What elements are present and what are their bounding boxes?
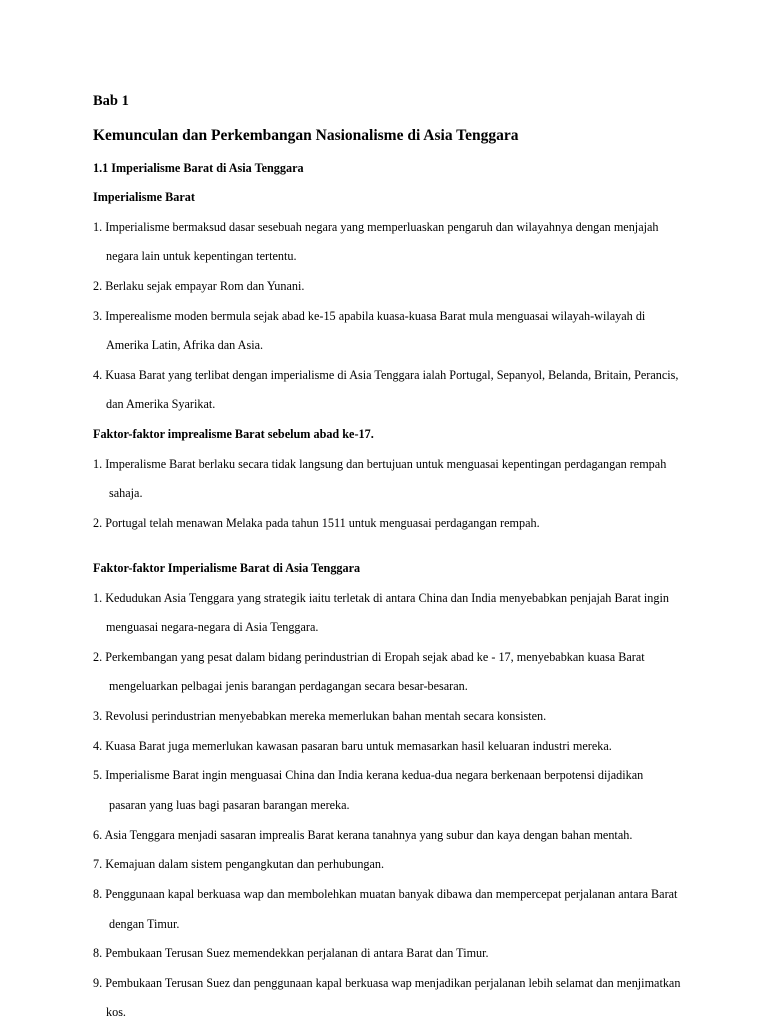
list-item: 5. Imperialisme Barat ingin menguasai China dan India kerana kedua-dua negara berkenaan berpotensi dijadikan bbox=[93, 768, 644, 782]
list-item: 3. Imperealisme moden bermula sejak abad ke-15 apabila kuasa-kuasa Barat mula menguasai wilayah-wilayah di bbox=[93, 309, 646, 323]
list-item: 6. Asia Tenggara menjadi sasaran imprealis Barat kerana tanahnya yang subur dan kaya dengan bahan mentah. bbox=[93, 828, 633, 842]
list-item: 4. Kuasa Barat juga memerlukan kawasan pasaran baru untuk memasarkan hasil keluaran industri mereka. bbox=[93, 739, 612, 753]
list-item: 2. Berlaku sejak empayar Rom dan Yunani. bbox=[93, 279, 305, 293]
list-item-continuation: negara lain untuk kepentingan tertentu. bbox=[106, 249, 297, 263]
list-item: 8. Pembukaan Terusan Suez memendekkan perjalanan di antara Barat dan Timur. bbox=[93, 946, 489, 960]
list-item: 2. Portugal telah menawan Melaka pada tahun 1511 untuk menguasai perdagangan rempah. bbox=[93, 516, 540, 530]
list-item: 9. Pembukaan Terusan Suez dan penggunaan kapal berkuasa wap menjadikan perjalanan lebih selamat dan menjimatkan bbox=[93, 976, 681, 990]
list-item-continuation: dan Amerika Syarikat. bbox=[106, 397, 216, 411]
list-item-continuation: sahaja. bbox=[109, 486, 143, 500]
list-item-continuation: menguasai negara-negara di Asia Tenggara. bbox=[106, 620, 319, 634]
list-item: 1. Imperialisme bermaksud dasar sesebuah negara yang memperluaskan pengaruh dan wilayahnya dengan menjajah bbox=[93, 220, 659, 234]
list-item-continuation: Amerika Latin, Afrika dan Asia. bbox=[106, 338, 264, 352]
list-item-continuation: mengeluarkan pelbagai jenis barangan perdagangan secara besar-besaran. bbox=[109, 679, 468, 693]
list-item: 3. Revolusi perindustrian menyebabkan mereka memerlukan bahan mentah secara konsisten. bbox=[93, 709, 547, 723]
list-item-continuation: pasaran yang luas bagi pasaran barangan mereka. bbox=[109, 798, 350, 812]
list-item: 2. Perkembangan yang pesat dalam bidang perindustrian di Eropah sejak abad ke - 17, menyebabkan kuasa Barat bbox=[93, 650, 645, 664]
list-item: 7. Kemajuan dalam sistem pengangkutan dan perhubungan. bbox=[93, 857, 385, 871]
section-heading: 1.1 Imperialisme Barat di Asia Tenggara bbox=[93, 161, 304, 175]
chapter-title: Kemunculan dan Perkembangan Nasionalisme di Asia Tenggara bbox=[93, 127, 519, 144]
list-item-continuation: dengan Timur. bbox=[109, 917, 180, 931]
list-item: 4. Kuasa Barat yang terlibat dengan imperialisme di Asia Tenggara ialah Portugal, Sepanyol, Belanda, Britain, Perancis, bbox=[93, 368, 679, 382]
subsection-heading-faktor: Faktor-faktor Imperialisme Barat di Asia Tenggara bbox=[93, 561, 361, 575]
list-item-continuation: kos. bbox=[106, 1005, 126, 1019]
list-item: 1. Kedudukan Asia Tenggara yang strategik iaitu terletak di antara China dan India menyebabkan penjajah Barat ingin bbox=[93, 591, 669, 605]
subsection-heading-imperialisme: Imperialisme Barat bbox=[93, 190, 195, 204]
subsection-heading-sebelum: Faktor-faktor imprealisme Barat sebelum abad ke-17. bbox=[93, 427, 374, 441]
chapter-label: Bab 1 bbox=[93, 93, 129, 109]
list-item: 8. Penggunaan kapal berkuasa wap dan membolehkan muatan banyak dibawa dan mempercepat perjalanan antara Barat bbox=[93, 887, 678, 901]
list-item: 1. Imperalisme Barat berlaku secara tidak langsung dan bertujuan untuk menguasai kepentingan perdagangan rempah bbox=[93, 457, 667, 471]
